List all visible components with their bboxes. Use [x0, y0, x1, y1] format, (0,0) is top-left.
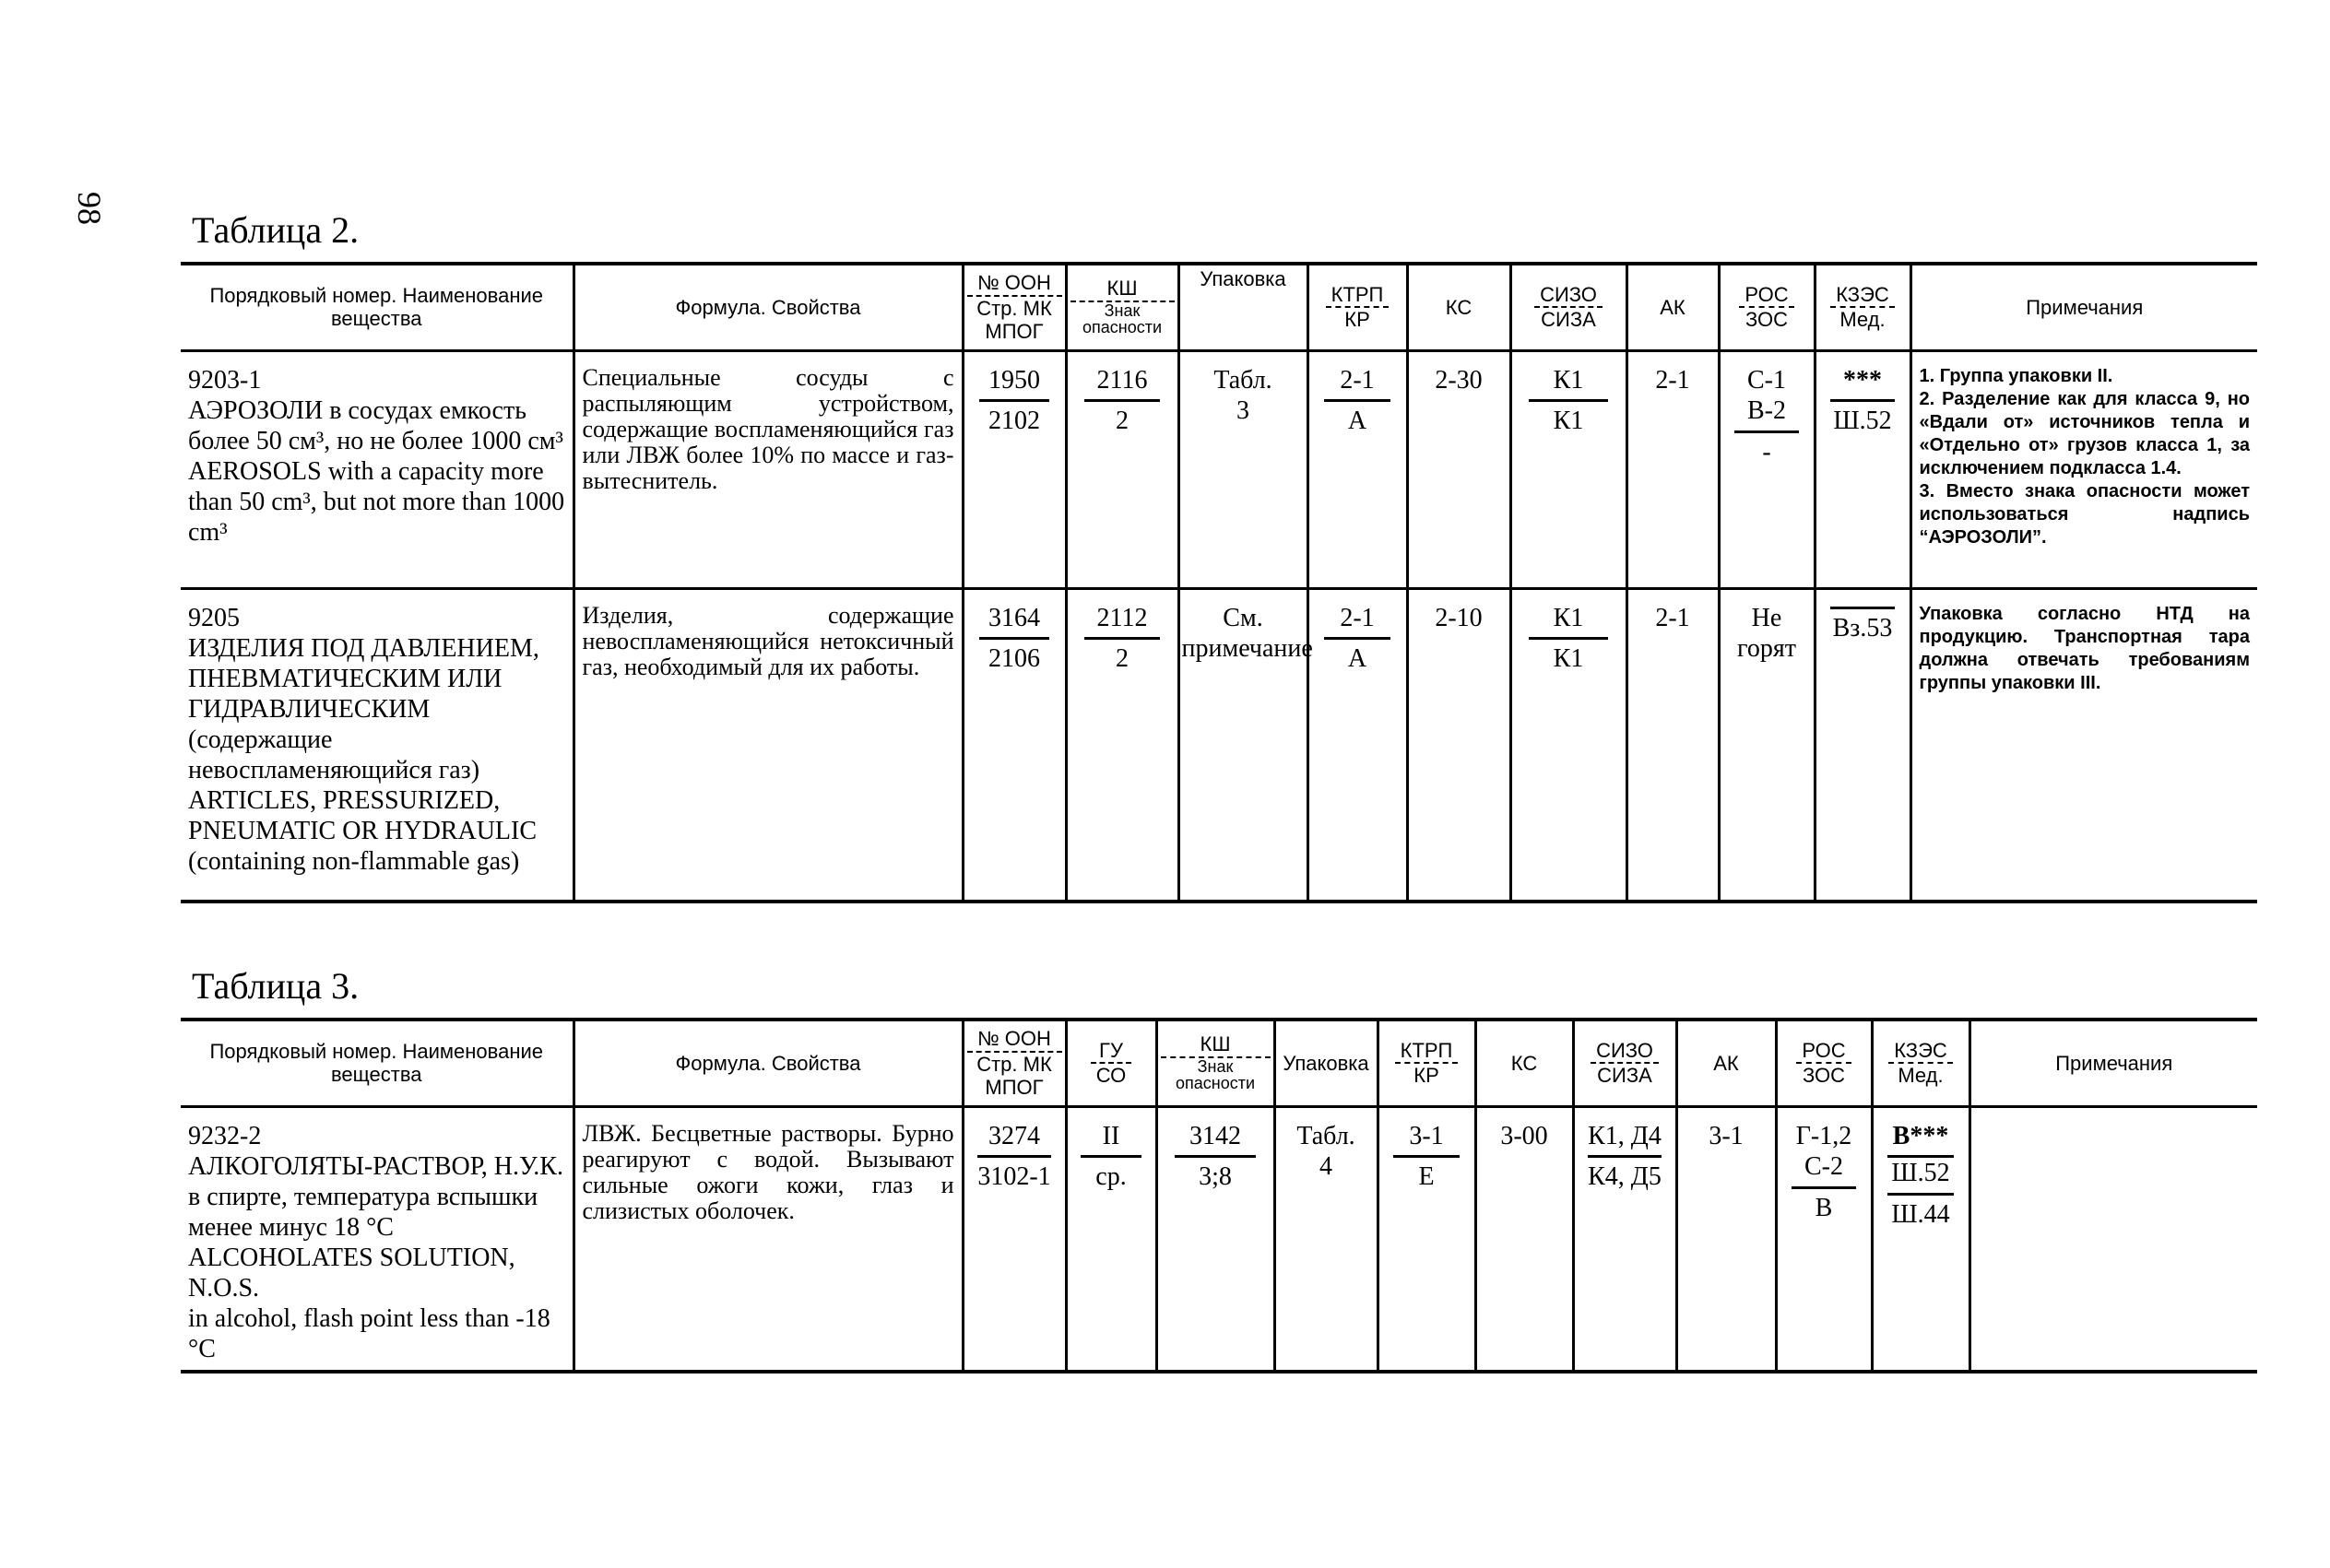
ros-cell: С-1 В-2 - [1719, 350, 1815, 588]
header-ak: АК [1626, 264, 1719, 350]
ktrp-cell: $\frac{2-1}{А}$ [1307, 350, 1407, 588]
pack-cell: См. примечание [1178, 588, 1307, 902]
ros-cell: Г-1,2 С-2 В [1776, 1106, 1872, 1372]
substance-name-en-2: in alcohol, flash point less than -18 °С [188, 1303, 550, 1363]
table-row [181, 1106, 2257, 1372]
header-sizo: СИЗО СИЗА [1510, 264, 1626, 350]
header-formula: Формула. Свойства [574, 1020, 963, 1106]
ros-cell: Не горят [1719, 588, 1815, 902]
header-pack: Упаковка [1178, 264, 1307, 350]
ksh-cell: $\frac{2112}{2}$ [1066, 588, 1178, 902]
ak-cell: 2-1 [1626, 350, 1719, 588]
header-ks: КС [1407, 264, 1510, 350]
pack-cell: Табл. 4 [1274, 1106, 1378, 1372]
header-ktrp: КТРП КР [1378, 1020, 1475, 1106]
header-ros: РОС ЗОС [1719, 264, 1815, 350]
substance-name-ru: АЛКОГОЛЯТЫ-РАСТВОР, Н.У.К. [188, 1151, 563, 1181]
header-gu: ГУ СО [1066, 1020, 1156, 1106]
header-name: Порядковый номер. Наименование вещества [181, 264, 574, 350]
sizo-cell: $\frac{К1}{К1}$ [1510, 588, 1626, 902]
un-cell: $\frac{1950}{2102}$ [963, 350, 1066, 588]
notes-cell: 1. Группа упаковки II. 2. Разделение как для класса 9, но «Вдали от» источников тепла и «Отдельно от» грузов класса 1, за исключением подкласса 1.4. 3. Вместо знака опасности может использоваться надпись “АЭРОЗОЛИ”. [1919, 365, 2250, 548]
substance-name-ru-note: (содержащие невоспламеняющийся газ) [188, 725, 480, 784]
page-number: 98 [71, 192, 108, 225]
substance-name-ru: АЭРОЗОЛИ в сосудах емкость более 50 см³, но не более 1000 см³ [188, 395, 563, 455]
header-notes: Примечания [1969, 1020, 2257, 1106]
substance-name-cell [181, 350, 574, 588]
formula-cell: Изделия, содержащие невоспламеняющийся нетоксичный газ, необходимый для их работы. [574, 588, 963, 902]
kzes-cell: Вз.53 [1815, 588, 1910, 902]
ksh-cell: $\frac{3142}{3;8}$ [1156, 1106, 1274, 1372]
ktrp-cell: $\frac{3-1}{Е}$ [1378, 1106, 1475, 1372]
ktrp-cell: $\frac{2-1}{А}$ [1307, 588, 1407, 902]
header-sizo: СИЗО СИЗА [1573, 1020, 1676, 1106]
header-ktrp: КТРП КР [1307, 264, 1407, 350]
substance-code: 9205 [188, 603, 240, 632]
header-ak: АК [1676, 1020, 1776, 1106]
header-un: № ООН Стр. МК МПОГ [963, 1020, 1066, 1106]
notes-cell [1969, 1106, 2257, 1372]
ks-cell: 2-10 [1407, 588, 1510, 902]
table-row [181, 588, 2257, 902]
kzes-cell: В*** Ш.52 Ш.44 [1872, 1106, 1969, 1372]
sizo-cell: $\frac{К1, Д4}{К4, Д5}$ [1573, 1106, 1676, 1372]
header-notes: Примечания [1910, 264, 2257, 350]
notes-cell: Упаковка согласно НТД на продукцию. Транспортная тара должна отвечать требованиям группы упаковки III. [1910, 588, 2257, 902]
pack-cell: Табл. 3 [1178, 350, 1307, 588]
sizo-cell: $\frac{К1}{К1}$ [1510, 350, 1626, 588]
formula-cell: ЛВЖ. Бесцветные растворы. Бурно реагируют с водой. Вызывают сильные ожоги кожи, глаз и слизистых оболочек. [574, 1106, 963, 1372]
substance-name-cell [181, 588, 574, 902]
substance-name-en: ARTICLES, PRESSURIZED, PNEUMATIC OR HYDRAULIC [188, 785, 538, 845]
un-cell: $\frac{3164}{2106}$ [963, 588, 1066, 902]
table-row [181, 350, 2257, 588]
header-ksh: КШ Знак опасности [1156, 1020, 1274, 1106]
substance-name-en: AEROSOLS with a capacity more than 50 cm³, but not more than 1000 cm³ [188, 456, 565, 547]
substance-name-en: ALCOHOLATES SOLUTION, N.O.S. [188, 1243, 515, 1303]
table2 [181, 262, 2257, 903]
ak-cell: 2-1 [1626, 588, 1719, 902]
table2-title: Таблица 2. [192, 209, 360, 251]
substance-name-ru: ИЗДЕЛИЯ ПОД ДАВЛЕНИЕМ, ПНЕВМАТИЧЕСКИМ ИЛИ ГИДРАВЛИЧЕСКИМ [188, 633, 539, 724]
substance-code: 9203-1 [188, 365, 262, 395]
header-un: № ООН Стр. МК МПОГ [963, 264, 1066, 350]
header-kzes: КЗЭС Мед. [1872, 1020, 1969, 1106]
gu-cell: $\frac{II}{ср.}$ [1066, 1106, 1156, 1372]
substance-code: 9232-2 [188, 1121, 262, 1150]
formula-cell: Специальные сосуды с распыляющим устройством, содержащие воспламеняющийся газ или ЛВЖ более 10% по массе и газ-вытеснитель. [574, 350, 963, 588]
header-pack: Упаковка [1274, 1020, 1378, 1106]
table3 [181, 1018, 2257, 1373]
header-ros: РОС ЗОС [1776, 1020, 1872, 1106]
ks-cell: 2-30 [1407, 350, 1510, 588]
header-formula: Формула. Свойства [574, 264, 963, 350]
table3-title: Таблица 3. [192, 965, 360, 1007]
header-ksh: КШ Знак опасности [1066, 264, 1178, 350]
substance-name-ru-2: в спирте, температура вспышки менее минус 18 °С [188, 1182, 538, 1242]
substance-name-cell [181, 1106, 574, 1372]
ksh-cell: $\frac{2116}{2}$ [1066, 350, 1178, 588]
header-kzes: КЗЭС Мед. [1815, 264, 1910, 350]
header-ks: КС [1475, 1020, 1573, 1106]
un-cell: $\frac{3274}{3102-1}$ [963, 1106, 1066, 1372]
header-name: Порядковый номер. Наименование вещества [181, 1020, 574, 1106]
substance-name-en-note: (containing non-flammable gas) [188, 846, 520, 876]
kzes-cell: $\frac{***}{Ш.52}$ [1815, 350, 1910, 588]
ak-cell: 3-1 [1676, 1106, 1776, 1372]
ks-cell: 3-00 [1475, 1106, 1573, 1372]
